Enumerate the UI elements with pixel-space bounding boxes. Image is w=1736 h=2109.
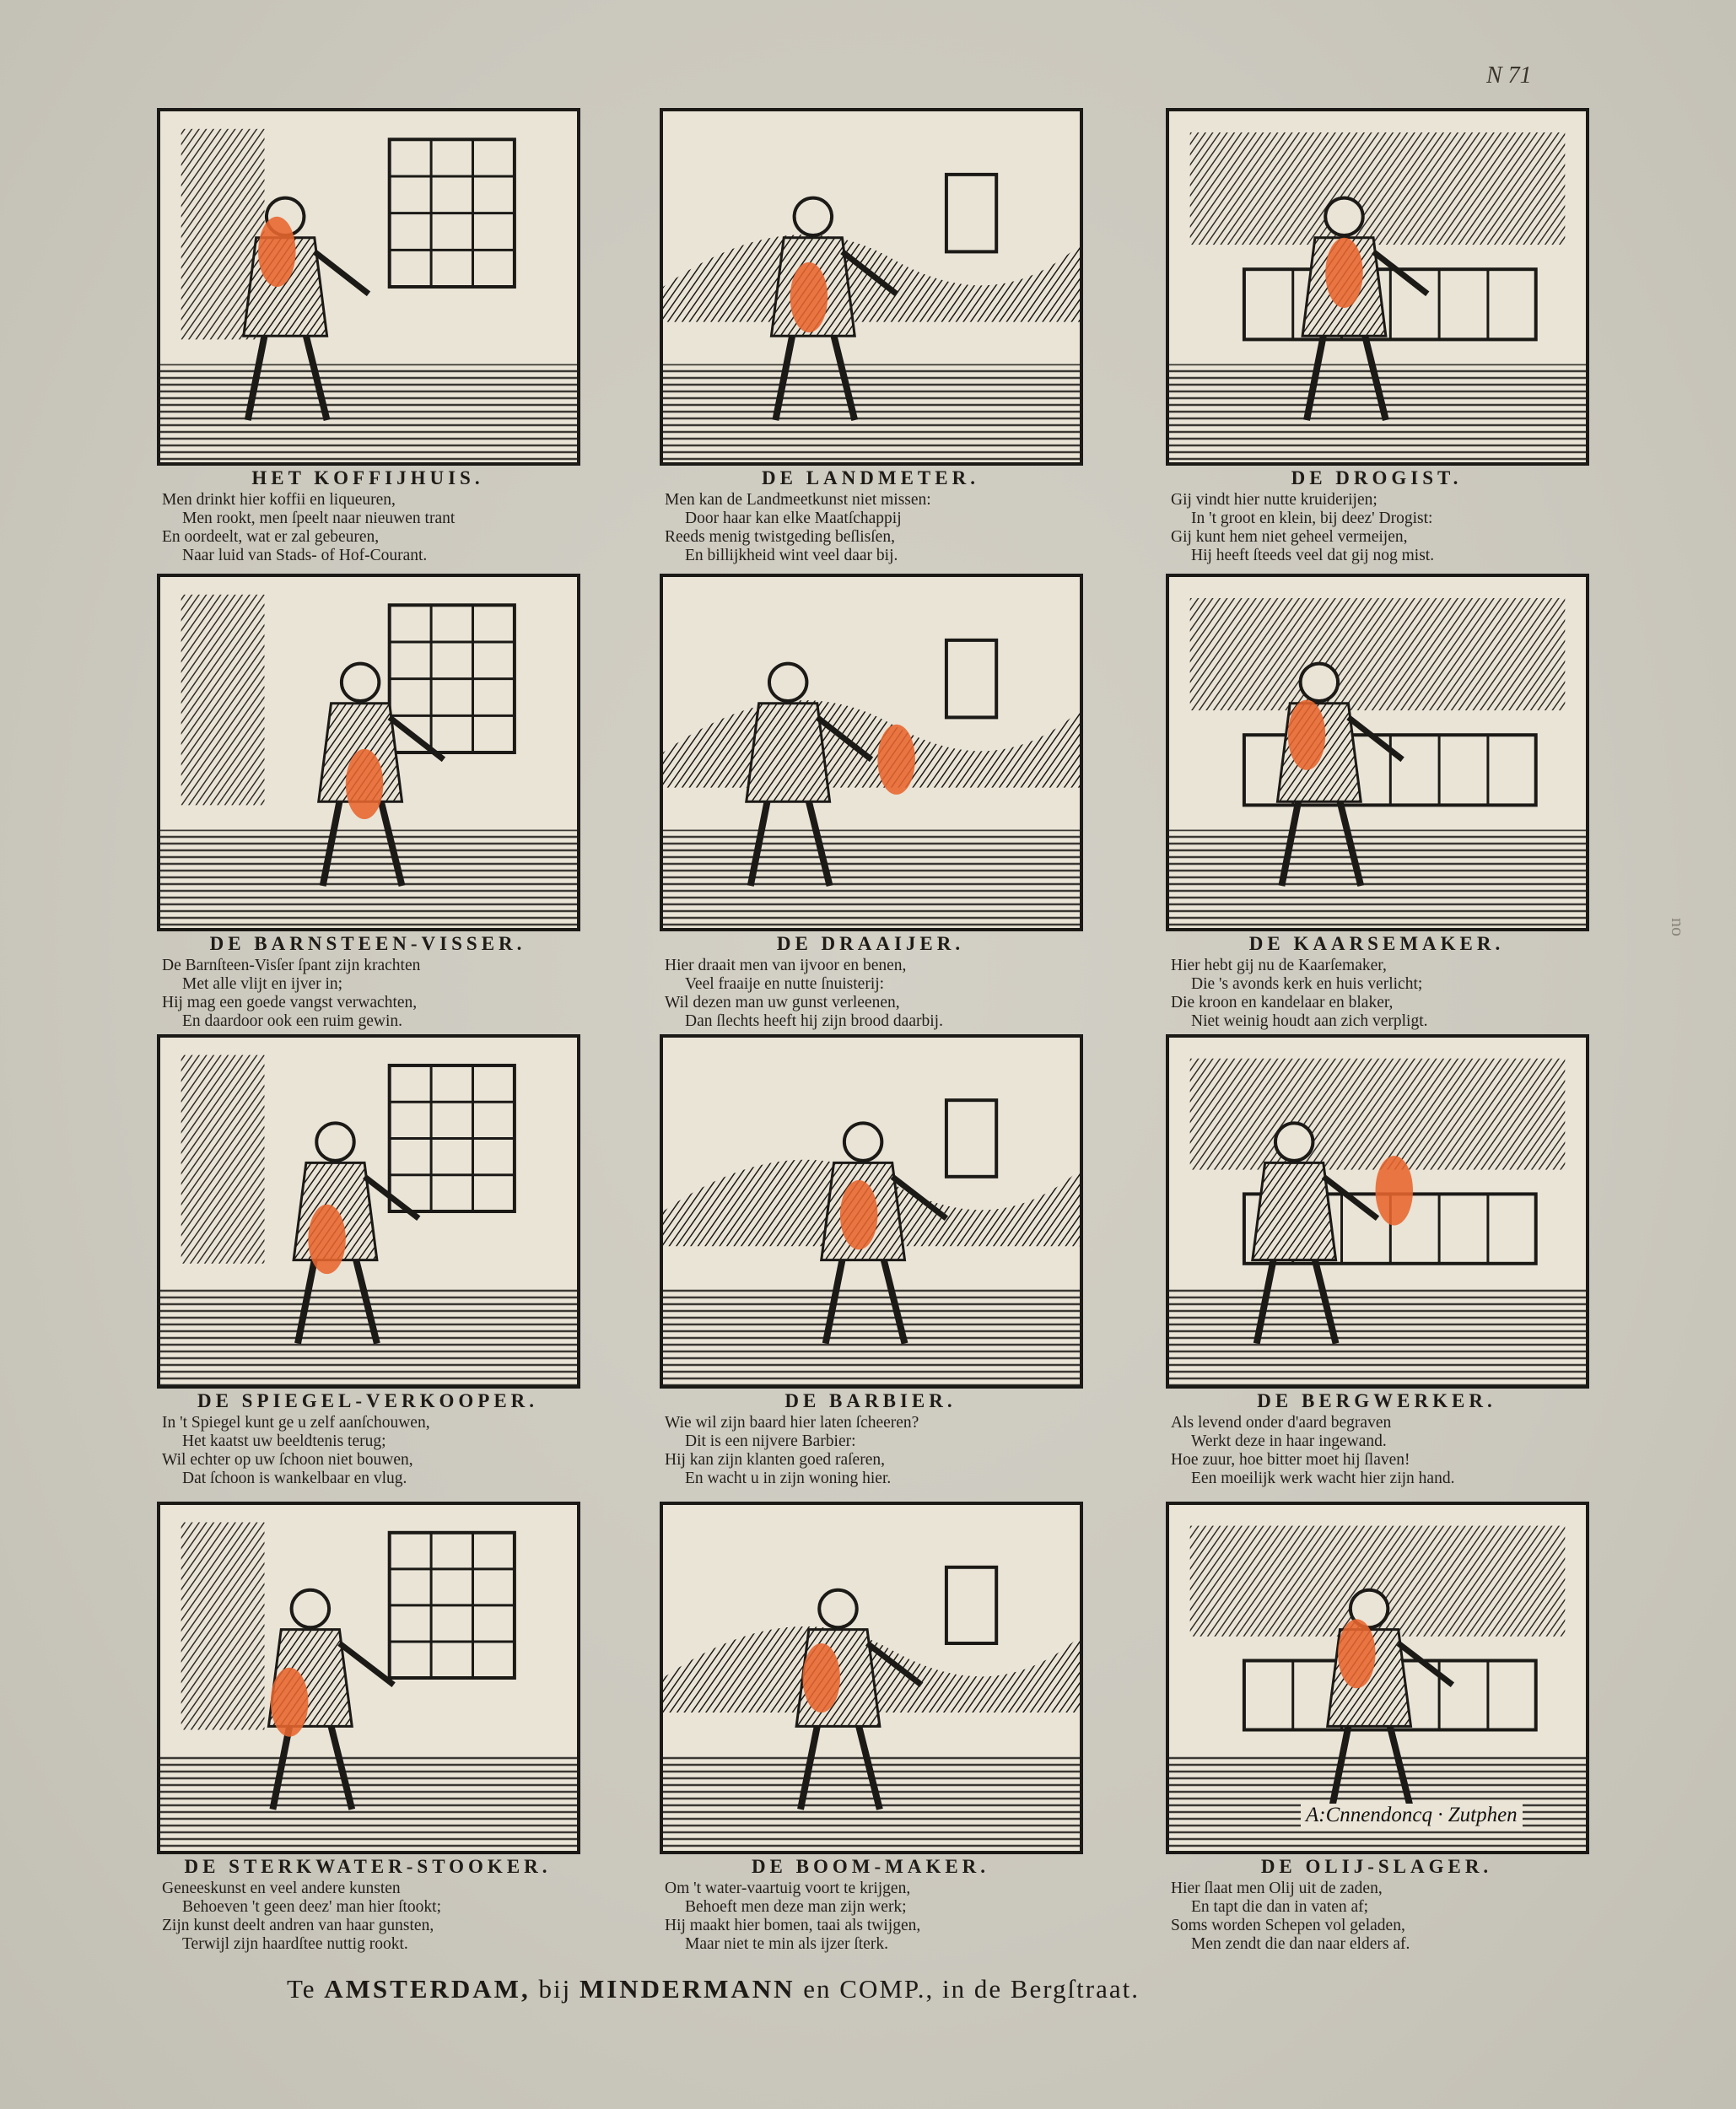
panel-title: DE DROGIST. [1291,467,1463,488]
verse-line: Reeds menig twistgeding beſlisſen, [665,528,895,546]
panel-verse [1171,1880,1588,1954]
verse-line: Behoeft men deze man zijn werk; [685,1898,907,1916]
verse-line: Hier ſlaat men Olij uit de zaden, [1171,1880,1383,1897]
verse-line: Soms worden Schepen vol geladen, [1171,1917,1405,1934]
panel-verse [665,957,1081,1031]
imprint-street: in de Bergſtraat. [941,1974,1140,2004]
verse-line: Als levend onder d'aard begraven [1171,1414,1392,1432]
imprint-city: AMSTERDAM, [324,1974,531,2004]
woodcut-olij-slager [1166,1502,1589,1854]
verse-line: Naar luid van Stads- of Hof-Courant. [182,547,428,564]
verse-line: Met alle vlijt en ijver in; [182,975,343,993]
woodcut-spiegel-verkooper [157,1034,580,1389]
panel-verse [162,957,579,1031]
verse-line: Wil dezen man uw gunst verleenen, [665,994,900,1011]
verse-line: Behoeven 't geen deez' man hier ſtookt; [182,1898,442,1916]
panel-verse [665,491,1081,565]
verse-line: Dit is een nijvere Barbier: [685,1432,856,1450]
panel-title: DE DRAAIJER. [776,933,965,954]
verse-line: Geneeskunst en veel andere kunsten [162,1880,401,1897]
imprint-publisher: MINDERMANN [579,1974,795,2004]
verse-line: De Barnſteen-Visſer ſpant zijn krachten [162,957,421,974]
verse-line: Hoe zuur, hoe bitter moet hij ſlaven! [1171,1451,1410,1469]
engraver-signature: A:Cnnendoncq · Zutphen [1301,1804,1523,1827]
panel-title: DE BARNSTEEN-VISSER. [209,933,526,954]
sheet-number: N 71 [1486,62,1532,89]
panel-title: DE OLIJ-SLAGER. [1260,1856,1493,1877]
verse-line: Hier draait men van ijvoor en benen, [665,957,907,974]
verse-line: Om 't water-vaartuig voort te krijgen, [665,1880,911,1897]
verse-line: Die 's avonds kerk en huis verlicht; [1191,975,1423,993]
panel-barnsteen-visser [157,574,579,1066]
verse-line: Dan ſlechts heeft hij zijn brood daarbij. [685,1012,943,1030]
woodcut-sterkwater-stooker [157,1502,580,1854]
panel-title: HET KOFFIJHUIS. [251,467,484,488]
verse-line: Hij maakt hier bomen, taai als twijgen, [665,1917,921,1934]
verse-line: Hij kan zijn klanten goed raſeren, [665,1451,885,1469]
verse-line: En billijkheid wint veel daar bij. [685,547,898,564]
panel-title: DE SPIEGEL-VERKOOPER. [197,1390,539,1411]
panel-title: DE KAARSEMAKER. [1248,933,1505,954]
verse-line: Hij heeft ſteeds veel dat gij nog mist. [1191,547,1435,564]
verse-line: Men drinkt hier koffii en liqueuren, [162,491,396,509]
verse-line: En wacht u in zijn woning hier. [685,1470,892,1487]
panel-verse [665,1880,1081,1954]
panel-bergwerker [1166,1034,1588,1524]
panel-verse [162,1414,579,1488]
panel-landmeter [660,108,1081,601]
woodcut-kaarsemaker [1166,574,1589,931]
panel-verse [162,491,579,565]
panel-spiegel-verkooper [157,1034,579,1524]
verse-line: Gij kunt hem niet geheel vermeijen, [1171,528,1408,546]
verse-line: Door haar kan elke Maatſchappij [685,510,902,527]
panel-olij-slager [1166,1502,1588,1989]
verse-line: Wil echter op uw ſchoon niet bouwen, [162,1451,413,1469]
panel-verse [162,1880,579,1954]
woodcut-koffijhuis [157,108,580,466]
panel-drogist [1166,108,1588,601]
verse-line: In 't Spiegel kunt ge u zelf aanſchouwen, [162,1414,430,1432]
woodcut-drogist [1166,108,1589,466]
verse-line: Werkt deze in haar ingewand. [1191,1432,1387,1450]
verse-line: Zijn kunst deelt andren van haar gunsten, [162,1917,434,1934]
panel-verse [1171,491,1588,565]
panel-verse [1171,1414,1588,1488]
woodcut-draaijer [660,574,1083,931]
verse-line: Hij mag een goede vangst verwachten, [162,994,418,1011]
verse-line: En daardoor ook een ruim gewin. [182,1012,403,1030]
imprint-comp: en COMP., [803,1974,935,2004]
panel-title: DE BERGWERKER. [1257,1390,1496,1411]
verse-line: Niet weinig houdt aan zich verpligt. [1191,1012,1428,1030]
verse-line: Wie wil zijn baard hier laten ſcheeren? [665,1414,919,1432]
verse-line: En oordeelt, wat er zal gebeuren, [162,528,380,546]
panel-title: DE LANDMETER. [762,467,979,488]
woodcut-boom-maker [660,1502,1083,1854]
woodcut-bergwerker [1166,1034,1589,1389]
verse-line: Een moeilijk werk wacht hier zijn hand. [1191,1470,1455,1487]
panel-verse [1171,957,1588,1031]
verse-line: Veel fraaije en nutte ſnuisterij: [685,975,885,993]
verse-line: Dat ſchoon is wankelbaar en vlug. [182,1470,407,1487]
panel-kaarsemaker [1166,574,1588,1066]
panel-sterkwater-stooker [157,1502,579,1989]
verse-line: Het kaatst uw beeldtenis terug; [182,1432,386,1450]
panel-barbier [660,1034,1081,1524]
woodcut-landmeter [660,108,1083,466]
verse-line: Maar niet te min als ijzer ſterk. [685,1935,888,1953]
panel-title: DE STERKWATER-STOOKER. [184,1856,552,1877]
panel-koffijhuis [157,108,579,601]
verse-line: Hier hebt gij nu de Kaarſemaker, [1171,957,1387,974]
margin-mark: no [1668,918,1689,936]
imprint-by: bij [538,1974,572,2004]
panel-title: DE BOOM-MAKER. [751,1856,990,1877]
imprint [287,1974,1383,2004]
panel-boom-maker [660,1502,1081,1989]
verse-line: Men zendt die dan naar elders af. [1191,1935,1410,1953]
woodcut-barbier [660,1034,1083,1389]
woodcut-barnsteen-visser [157,574,580,931]
panel-draaijer [660,574,1081,1066]
verse-line: Gij vindt hier nutte kruiderijen; [1171,491,1377,509]
verse-line: In 't groot en klein, bij deez' Drogist: [1191,510,1433,527]
panel-verse [665,1414,1081,1488]
verse-line: Men rookt, men ſpeelt naar nieuwen trant [182,510,456,527]
verse-line: Men kan de Landmeetkunst niet missen: [665,491,931,509]
verse-line: Terwijl zijn haardſtee nuttig rookt. [182,1935,408,1953]
imprint-pre: Te [287,1974,316,2004]
panel-title: DE BARBIER. [784,1390,957,1411]
verse-line: En tapt die dan in vaten af; [1191,1898,1369,1916]
verse-line: Die kroon en kandelaar en blaker, [1171,994,1394,1011]
